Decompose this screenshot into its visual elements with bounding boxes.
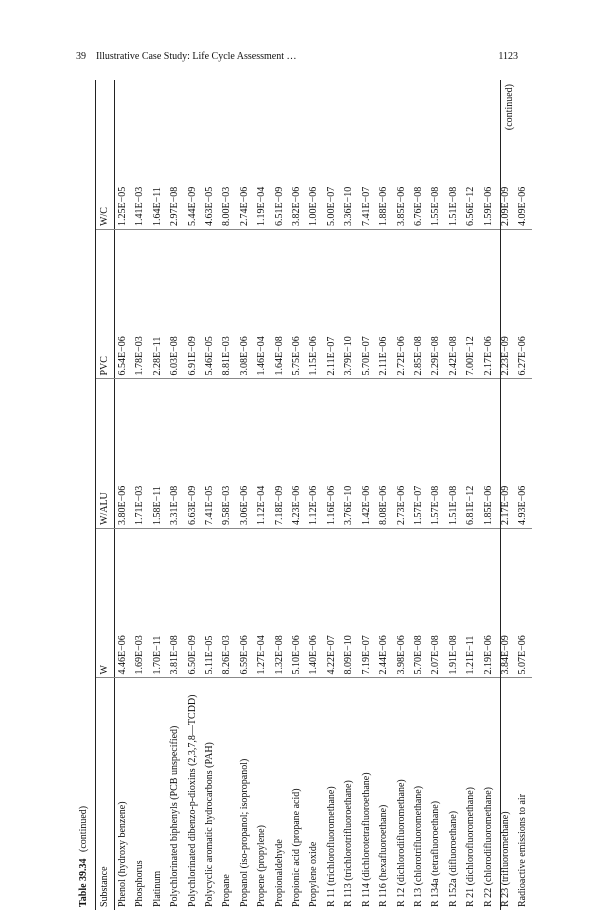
column-header: W bbox=[96, 529, 114, 679]
value-cell: 8.00E−03 bbox=[221, 186, 233, 226]
table-row bbox=[427, 80, 444, 910]
value-cell: 4.46E−06 bbox=[114, 529, 131, 679]
chapter-number: 39 bbox=[76, 51, 86, 62]
substance-cell: Radioactive emissions to air bbox=[514, 678, 531, 910]
value-cell: 1.15E−06 bbox=[305, 230, 322, 380]
value-cell: 3.82E−06 bbox=[291, 186, 303, 226]
value-cell: 2.28E−11 bbox=[149, 230, 166, 380]
value-cell: 6.91E−09 bbox=[184, 230, 201, 380]
value-cell: 3.98E−06 bbox=[393, 529, 410, 679]
table-row bbox=[218, 80, 235, 910]
value-cell: 1.78E−03 bbox=[131, 230, 148, 380]
value-cell: 1.85E−06 bbox=[480, 379, 497, 529]
value-cell: 1.64E−11 bbox=[151, 187, 163, 226]
value-cell: 3.84E−09 bbox=[497, 529, 514, 679]
table-header-row bbox=[96, 80, 114, 910]
value-cell: 2.07E−08 bbox=[427, 529, 444, 679]
column-header: Substance bbox=[96, 678, 114, 910]
value-cell: 2.85E−08 bbox=[410, 230, 427, 380]
table-row bbox=[358, 80, 375, 910]
table-label: Table 39.34 bbox=[78, 858, 89, 907]
page-number: 1123 bbox=[498, 51, 518, 62]
value-cell: 3.06E−06 bbox=[236, 379, 253, 529]
value-cell: 6.50E−09 bbox=[184, 529, 201, 679]
value-cell: 2.97E−08 bbox=[169, 186, 181, 226]
value-cell: 6.76E−08 bbox=[412, 186, 424, 226]
value-cell: 5.44E−09 bbox=[186, 186, 198, 226]
value-cell: 6.63E−09 bbox=[184, 379, 201, 529]
emissions-table bbox=[96, 80, 532, 910]
value-cell: 5.70E−07 bbox=[358, 230, 375, 380]
value-cell: 2.42E−08 bbox=[445, 230, 462, 380]
value-cell: 5.46E−05 bbox=[201, 230, 218, 380]
table-row bbox=[323, 80, 340, 910]
value-cell: 1.42E−06 bbox=[358, 379, 375, 529]
value-cell: 1.91E−08 bbox=[445, 529, 462, 679]
substance-cell: R 13 (chlorotrifluoromethane) bbox=[410, 678, 427, 910]
value-cell: 1.59E−06 bbox=[482, 186, 494, 226]
value-cell: 1.27E−04 bbox=[253, 529, 270, 679]
table-row bbox=[288, 80, 305, 910]
value-cell: 1.00E−06 bbox=[308, 186, 320, 226]
value-cell: 1.64E−08 bbox=[271, 230, 288, 380]
substance-cell: Propanol (iso-propanol; isopropanol) bbox=[236, 678, 253, 910]
substance-cell: R 113 (trichlorotrifluoroethane) bbox=[340, 678, 357, 910]
value-cell: 3.36E−10 bbox=[343, 186, 355, 226]
value-cell: 1.58E−11 bbox=[149, 379, 166, 529]
value-cell: 3.76E−10 bbox=[340, 379, 357, 529]
substance-cell: Polycyclic aromatic hydrocarbons (PAH) bbox=[201, 678, 218, 910]
value-cell: 6.81E−12 bbox=[462, 379, 479, 529]
value-cell: 4.93E−06 bbox=[514, 379, 531, 529]
value-cell: 7.19E−07 bbox=[358, 529, 375, 679]
substance-cell: Polychlorinated dibenzo-p-dioxins (2,3,7,8—TCDD) bbox=[184, 678, 201, 910]
value-cell: 6.56E−12 bbox=[465, 186, 477, 226]
value-cell: 2.44E−06 bbox=[375, 529, 392, 679]
value-cell: 1.51E−08 bbox=[447, 186, 459, 226]
table-row bbox=[410, 80, 427, 910]
substance-cell: Propionic acid (propane acid) bbox=[288, 678, 305, 910]
table-row bbox=[149, 80, 166, 910]
substance-cell: R 116 (hexafluoroethane) bbox=[375, 678, 392, 910]
value-cell: 1.21E−11 bbox=[462, 529, 479, 679]
value-cell: 3.85E−06 bbox=[395, 186, 407, 226]
value-cell: 3.31E−08 bbox=[166, 379, 183, 529]
value-cell: 7.00E−12 bbox=[462, 230, 479, 380]
table-row bbox=[236, 80, 253, 910]
table-row bbox=[131, 80, 148, 910]
value-cell: 3.81E−08 bbox=[166, 529, 183, 679]
value-cell: 6.51E−09 bbox=[273, 186, 285, 226]
value-cell: 5.11E−05 bbox=[201, 529, 218, 679]
value-cell: 2.23E−09 bbox=[497, 230, 514, 380]
value-cell: 1.57E−07 bbox=[410, 379, 427, 529]
table-row bbox=[480, 80, 497, 910]
substance-cell: R 21 (dichlorofluoromethane) bbox=[462, 678, 479, 910]
table-bottom-rule bbox=[500, 80, 501, 910]
value-cell: 6.03E−08 bbox=[166, 230, 183, 380]
value-cell: 2.17E−06 bbox=[480, 230, 497, 380]
substance-cell: R 11 (trichlorofluoromethane) bbox=[323, 678, 340, 910]
value-cell: 1.71E−03 bbox=[131, 379, 148, 529]
table-row bbox=[305, 80, 322, 910]
value-cell: 3.08E−06 bbox=[236, 230, 253, 380]
value-cell: 7.41E−05 bbox=[201, 379, 218, 529]
value-cell: 1.51E−08 bbox=[445, 379, 462, 529]
table-row bbox=[514, 80, 531, 910]
substance-cell: Propene (propylene) bbox=[253, 678, 270, 910]
value-cell: 7.41E−07 bbox=[360, 186, 372, 226]
value-cell: 1.12E−04 bbox=[253, 379, 270, 529]
value-cell: 8.08E−06 bbox=[375, 379, 392, 529]
table-row bbox=[201, 80, 218, 910]
value-cell: 1.69E−03 bbox=[131, 529, 148, 679]
value-cell: 5.07E−06 bbox=[514, 529, 531, 679]
value-cell: 3.80E−06 bbox=[114, 379, 131, 529]
continued-note: (continued) bbox=[504, 84, 515, 131]
value-cell: 6.27E−06 bbox=[514, 230, 531, 380]
substance-cell: R 22 (chlorodifluoromethane) bbox=[480, 678, 497, 910]
value-cell: 8.09E−10 bbox=[340, 529, 357, 679]
value-cell: 2.17E−09 bbox=[497, 379, 514, 529]
chapter-title: Illustrative Case Study: Life Cycle Assessment … bbox=[96, 51, 297, 62]
value-cell: 5.70E−08 bbox=[410, 529, 427, 679]
value-cell: 2.72E−06 bbox=[393, 230, 410, 380]
substance-cell: R 23 (trifluoromethane) bbox=[497, 678, 514, 910]
value-cell: 8.26E−03 bbox=[218, 529, 235, 679]
table-row bbox=[393, 80, 410, 910]
substance-cell: R 114 (dichlorotetrafluoroethane) bbox=[358, 678, 375, 910]
substance-cell: Propane bbox=[218, 678, 235, 910]
substance-cell: Propionaldehyde bbox=[271, 678, 288, 910]
value-cell: 1.40E−06 bbox=[305, 529, 322, 679]
substance-cell: Polychlorinated biphenyls (PCB unspecified) bbox=[166, 678, 183, 910]
substance-cell: R 134a (tetrafluoroethane) bbox=[427, 678, 444, 910]
value-cell: 3.79E−10 bbox=[340, 230, 357, 380]
table-body bbox=[114, 80, 532, 910]
column-header: W/ALU bbox=[96, 379, 114, 529]
value-cell: 5.75E−06 bbox=[288, 230, 305, 380]
value-cell: 4.22E−07 bbox=[323, 529, 340, 679]
substance-cell: Platinum bbox=[149, 678, 166, 910]
column-header: W/C bbox=[99, 207, 110, 226]
value-cell: 7.18E−09 bbox=[271, 379, 288, 529]
table-row bbox=[166, 80, 183, 910]
substance-cell: Phosphorus bbox=[131, 678, 148, 910]
value-cell: 4.23E−06 bbox=[288, 379, 305, 529]
substance-cell: R 12 (dichlorodifluoromethane) bbox=[393, 678, 410, 910]
value-cell: 9.58E−03 bbox=[218, 379, 235, 529]
value-cell: 2.29E−08 bbox=[427, 230, 444, 380]
table-row bbox=[375, 80, 392, 910]
value-cell: 5.00E−07 bbox=[325, 186, 337, 226]
value-cell: 8.81E−03 bbox=[218, 230, 235, 380]
value-cell: 2.11E−06 bbox=[375, 230, 392, 380]
value-cell: 1.57E−08 bbox=[427, 379, 444, 529]
value-cell: 2.11E−07 bbox=[323, 230, 340, 380]
table-row bbox=[271, 80, 288, 910]
rotated-table-block bbox=[76, 80, 529, 910]
table-caption-continued: (continued) bbox=[78, 805, 89, 852]
value-cell: 1.41E−03 bbox=[134, 186, 146, 226]
substance-cell: R 152a (difluoroethane) bbox=[445, 678, 462, 910]
substance-cell: Propylene oxide bbox=[305, 678, 322, 910]
value-cell: 6.59E−06 bbox=[236, 529, 253, 679]
table-caption bbox=[76, 806, 92, 907]
value-cell: 1.46E−04 bbox=[253, 230, 270, 380]
value-cell: 1.25E−05 bbox=[117, 186, 128, 226]
table-row bbox=[462, 80, 479, 910]
table-row bbox=[253, 80, 270, 910]
value-cell: 5.10E−06 bbox=[288, 529, 305, 679]
value-cell: 4.09E−06 bbox=[517, 186, 529, 226]
value-cell: 2.09E−09 bbox=[499, 186, 511, 226]
value-cell: 2.73E−06 bbox=[393, 379, 410, 529]
table-row bbox=[184, 80, 201, 910]
value-cell: 2.74E−06 bbox=[238, 186, 250, 226]
value-cell: 4.63E−05 bbox=[204, 186, 216, 226]
value-cell: 1.19E−04 bbox=[256, 186, 268, 226]
value-cell: 6.54E−06 bbox=[114, 230, 131, 380]
value-cell: 1.16E−06 bbox=[323, 379, 340, 529]
value-cell: 1.32E−08 bbox=[271, 529, 288, 679]
table-row bbox=[114, 80, 131, 910]
value-cell: 1.55E−08 bbox=[430, 186, 442, 226]
value-cell: 1.88E−06 bbox=[378, 186, 390, 226]
value-cell: 1.70E−11 bbox=[149, 529, 166, 679]
value-cell: 2.19E−06 bbox=[480, 529, 497, 679]
value-cell: 1.12E−06 bbox=[305, 379, 322, 529]
substance-cell: Phenol (hydroxy benzene) bbox=[114, 678, 131, 910]
running-head bbox=[76, 50, 518, 64]
column-header: PVC bbox=[96, 230, 114, 380]
table-row bbox=[340, 80, 357, 910]
table-row bbox=[445, 80, 462, 910]
